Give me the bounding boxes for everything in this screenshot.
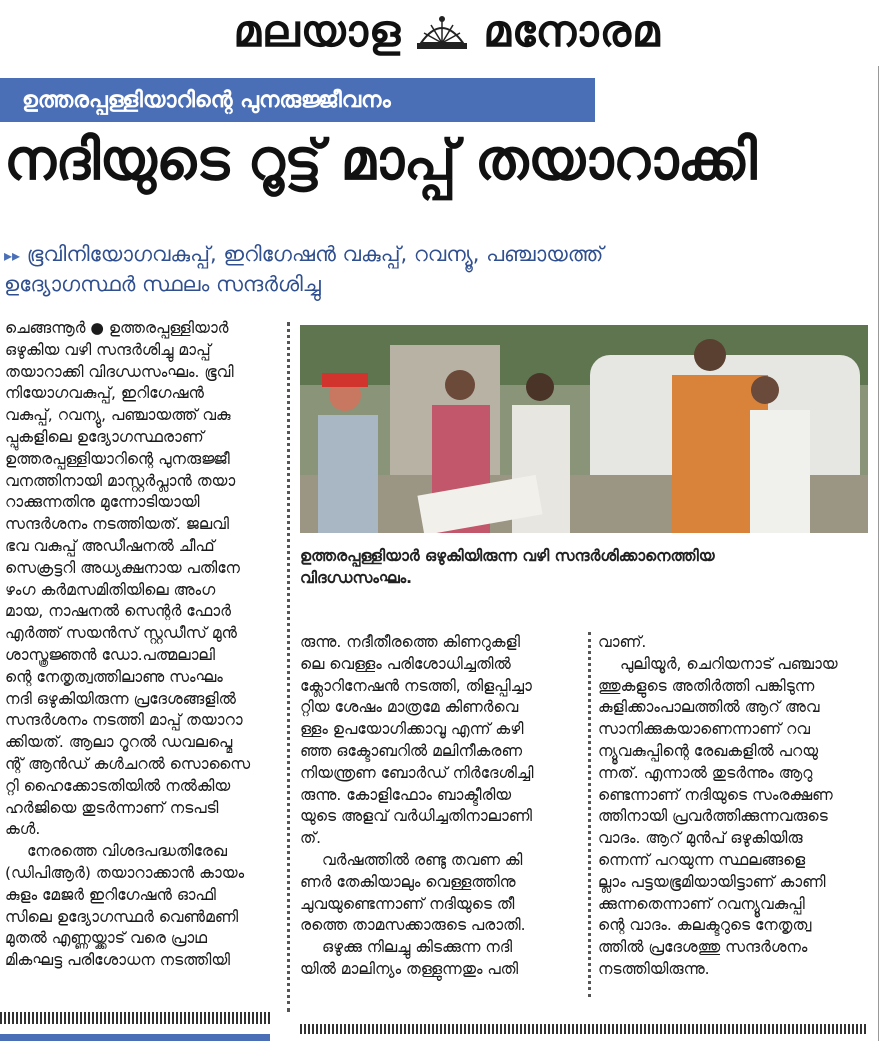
article-line: ന്റ് ആൻഡ് കൾചറൽ സൊസൈ xyxy=(5,754,251,773)
article-line: ഴംഗ കർമസമിതിയിലെ അംഗ xyxy=(5,580,216,599)
article-line: നദി ഒഴുകിയിരുന്ന പ്രദേശങ്ങളിൽ xyxy=(5,689,236,708)
article-line: വർഷത്തിൽ രണ്ടു തവണ കി xyxy=(322,850,523,869)
article-line: റാക്കുന്നതിനു മുന്നോടിയായി xyxy=(5,493,200,512)
article-line: ണ്ടെന്നാണ് നദിയുടെ സംരക്ഷണ xyxy=(598,785,833,804)
article-line: സന്ദർശനം നടത്തിയത്. ജലവി xyxy=(5,515,230,534)
photo-caption xyxy=(300,545,715,589)
article-line: ണർ തേകിയാലും വെള്ളത്തിനു xyxy=(300,872,516,891)
article-line: വാണ്. xyxy=(598,633,647,651)
article-line: കൾ. xyxy=(5,820,41,839)
subhead-line: ഭൂവിനിയോഗവകുപ്പ്, ഇറിഗേഷൻ വകുപ്പ്, റവന്യൂ, പഞ്ചായത്ത് xyxy=(26,242,604,266)
article-line: തയാറാക്കി വിദഗ്ധസംഘം. ഭൂവി xyxy=(5,362,234,381)
article-line: ന്റെ വാദം. കലക്ടറുടെ നേതൃത്വ xyxy=(598,916,812,935)
article-photo xyxy=(300,325,868,533)
column-divider xyxy=(588,632,591,997)
article-line: ചുവയുണ്ടെന്നാണ് നദിയുടെ തീ xyxy=(300,894,515,913)
article-line: (ഡിപിആർ) തയാറാക്കാൻ കായം xyxy=(5,863,245,882)
article-line: ന്നത്. എന്നാൽ തുടർന്നും ആറു xyxy=(598,763,813,782)
article-line: ഉത്തരപ്പള്ളിയാറിന്റെ പുനരുജ്ജീ xyxy=(5,449,230,468)
article-line: ല്ലാം പട്ടയഭൂമിയായിട്ടാണ് കാണി xyxy=(598,872,826,891)
article-column-2 xyxy=(300,632,533,981)
article-kicker: ഉത്തരപ്പള്ളിയാറിന്റെ പുനരുജ്ജീവനം xyxy=(0,78,595,122)
article-line: ള്ളം ഉപയോഗിക്കാവൂ എന്ന് കഴി xyxy=(300,720,524,739)
article-line: ക്ലോറിനേഷൻ നടത്തി, തിളപ്പിച്ചാ xyxy=(300,676,532,695)
article-line: മായ, നാഷനൽ സെന്റർ ഫോർ xyxy=(5,602,231,621)
article-line: രുന്നു. നദീതീരത്തെ കിണറുകളി xyxy=(300,633,520,651)
article-line: സെക്രട്ടറി അധ്യക്ഷനായ പതിനേ xyxy=(5,558,240,577)
article-line: വനത്തിനായി മാസ്റ്റർപ്ലാൻ തയാ xyxy=(5,471,236,490)
masthead-left: മലയാള xyxy=(233,5,402,57)
article-line: നിയന്ത്രണ ബോർഡ് നിർദേശിച്ചി xyxy=(300,763,534,782)
article-line: യിൽ മാലിന്യം തള്ളുന്നതും പതി xyxy=(300,959,519,978)
article-line: വാദം. ആറ് മുൻപ് ഒഴുകിയിരു xyxy=(598,829,803,848)
article-line: ലെ വെള്ളം പരിശോധിച്ചതിൽ xyxy=(300,654,511,673)
article-line: ത്തുകളുടെ അതിർത്തി പങ്കിടുന്ന xyxy=(598,676,815,695)
bottom-rule xyxy=(0,1012,270,1024)
article-line: യുടെ അളവ് വർധിച്ചതിനാലാണി xyxy=(300,807,533,826)
article-line: രുന്നു. കോളിഫോം ബാക്ടീരിയ xyxy=(300,785,512,804)
article-line: സാനിക്കുകയാണെന്നാണ് റവ xyxy=(598,720,810,739)
article-line: ത്. xyxy=(300,829,322,848)
article-line: ക്കുന്നതെന്നാണ് റവന്യൂവകുപ്പി xyxy=(598,894,805,913)
article-line: സിലെ ഉദ്യോഗസ്ഥർ വെൺമണി xyxy=(5,907,239,926)
article-line: പുലിയൂർ, ചെറിയനാട് പഞ്ചായ xyxy=(620,654,838,673)
article-line: ഭവ വകുപ്പ് അഡീഷനൽ ചീഫ് xyxy=(5,536,215,555)
article-line: മികഘട്ട പരിശോധന നടത്തിയി xyxy=(5,951,230,970)
article-line: ഒഴുകിയ വഴി സന്ദർശിച്ചു മാപ്പ് xyxy=(5,340,211,359)
article-line: ന്യൂവകുപ്പിന്റെ രേഖകളിൽ പറയു xyxy=(598,741,819,760)
article-line: കുളം മേജർ ഇറിഗേഷൻ ഓഫി xyxy=(5,885,216,904)
article-column-3 xyxy=(598,632,838,981)
article-line: റ്റി ഹൈക്കോടതിയിൽ നൽകിയ xyxy=(5,776,231,795)
article-line: ചെങ്ങന്നൂർ ● ഉത്തരപ്പള്ളിയാർ xyxy=(5,319,229,337)
article-line: എർത്ത് സയൻസ് സ്റ്റഡീസ് മുൻ xyxy=(5,624,237,643)
article-line: ക്കിയത്. ആലാ റൂറൽ ഡവലപ്മെ xyxy=(5,733,233,752)
manorama-emblem-icon xyxy=(411,9,473,53)
next-article-bar xyxy=(0,1034,270,1041)
article-line: ന്നെന്ന് പറയുന്ന സ്ഥലങ്ങളെ xyxy=(598,850,806,869)
article-subhead xyxy=(4,240,603,299)
bottom-rule xyxy=(300,1024,868,1034)
article-line: റ്റിയ ശേഷം മാത്രമേ കിണർവെ xyxy=(300,698,519,717)
double-arrow-icon: ▸▸ xyxy=(4,246,21,265)
article-line: വകുപ്പ്, റവന്യു, പഞ്ചായത്ത് വകു xyxy=(5,406,231,425)
masthead-right: മനോരമ xyxy=(483,5,661,57)
article-line: പ്പുകളിലെ ഉദ്യോഗസ്ഥരാണ് xyxy=(5,427,204,446)
article-line: ഒഴുക്കു നിലച്ചു കിടക്കുന്ന നദി xyxy=(322,938,513,957)
masthead xyxy=(0,0,894,62)
article-column-1 xyxy=(5,318,250,972)
article-line: ന്റെ നേതൃത്വത്തിലാണു സംഘം xyxy=(5,667,223,686)
article-line: കുളിക്കാംപാലത്തിൽ ആറ് അവ xyxy=(598,698,820,717)
caption-line: ഉത്തരപ്പള്ളിയാർ ഒഴുകിയിരുന്ന വഴി സന്ദർശിക്കാനെത്തിയ xyxy=(300,547,715,565)
article-line: രത്തെ താമസക്കാരുടെ പരാതി. xyxy=(300,916,526,935)
article-line: ഞ്ഞ ഒക്ടോബറിൽ മലിനീകരണ xyxy=(300,741,523,760)
article-line: നേരത്തെ വിശദപദ്ധതിരേഖ xyxy=(27,842,227,861)
subhead-line: ഉദ്യോഗസ്ഥർ സ്ഥലം സന്ദർശിച്ചു xyxy=(4,272,321,296)
article-line: സന്ദർശനം നടത്തി മാപ്പ് തയാറാ xyxy=(5,711,243,730)
caption-line: വിദഗ്ധസംഘം. xyxy=(300,569,413,587)
article-line: നടത്തിയിരുന്നു. xyxy=(598,959,710,978)
column-divider xyxy=(287,322,290,1012)
article-headline: നദിയുടെ റൂട്ട് മാപ്പ് തയാറാക്കി xyxy=(4,128,757,193)
article-line: മുതൽ എണ്ണയ്ക്കാട് വരെ പ്രാഥ xyxy=(5,929,207,948)
article-line: ത്തിൽ പ്രദേശത്തു സന്ദർശനം xyxy=(598,938,808,957)
article-line: ശാസ്ത്രജ്ഞൻ ഡോ.പത്മലാലി xyxy=(5,645,216,664)
article-line: ഹർജിയെ തുടർന്നാണ് നടപടി xyxy=(5,798,219,817)
article-line: ത്തിനായി പ്രവർത്തിക്കുന്നവരുടെ xyxy=(598,807,828,826)
article-line: നിയോഗവകുപ്പ്, ഇറിഗേഷൻ xyxy=(5,384,204,403)
